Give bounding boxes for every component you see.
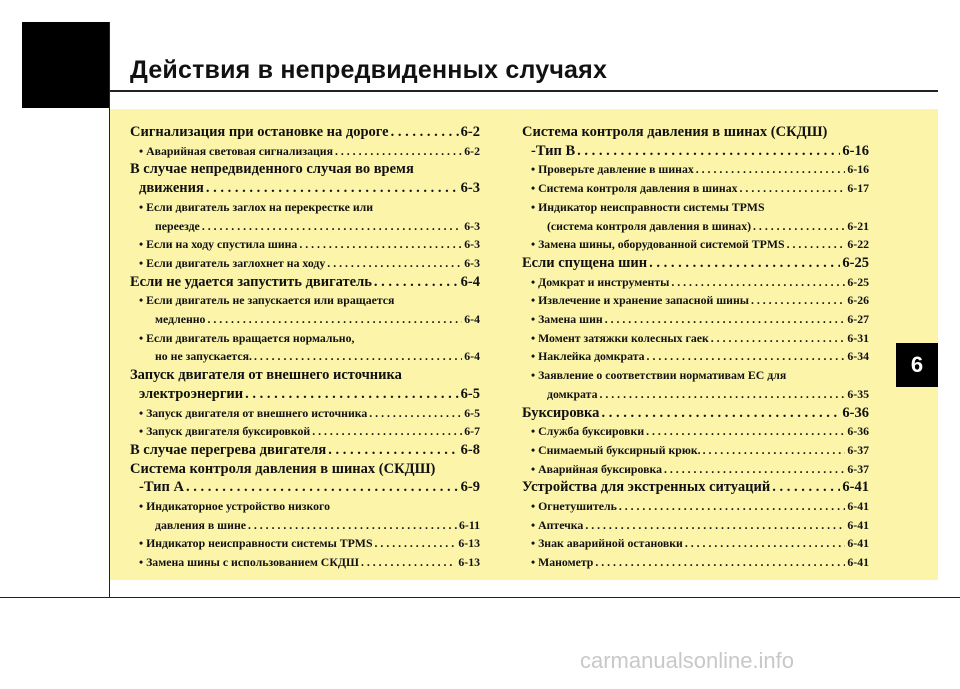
toc-subentry[interactable]: • Знак аварийной остановки . . . 6-41	[522, 534, 869, 553]
toc-subentry[interactable]: • Если двигатель заглохнет на ходу . . . 6-3	[130, 254, 480, 273]
toc-entry[interactable]: Система контроля давления в шинах (СКДШ) -Тип A . . . 6-9	[130, 460, 480, 497]
toc-right-column	[522, 123, 869, 572]
toc-entry[interactable]: Буксировка . . . 6-36	[522, 404, 869, 423]
toc-subentry[interactable]: • Наклейка домкрата . . . 6-34	[522, 347, 869, 366]
chapter-tab[interactable]: 6	[896, 343, 938, 387]
toc-subentry[interactable]: • Снимаемый буксирный крюк. . . . 6-37	[522, 441, 869, 460]
toc-left-column	[130, 123, 480, 572]
toc-entry[interactable]: Устройства для экстренных ситуаций . . . 6-41	[522, 478, 869, 497]
toc-subentry[interactable]: • Домкрат и инструменты . . . 6-25	[522, 273, 869, 292]
toc-entry[interactable]: В случае перегрева двигателя . . . 6-8	[130, 441, 480, 460]
watermark: carmanualsonline.info	[580, 648, 795, 673]
toc-subentry[interactable]: • Если двигатель заглох на перекрестке или переезде . . . 6-3	[130, 198, 480, 235]
page-title: Действия в непредвиденных случаях	[130, 56, 608, 84]
toc-entry[interactable]: В случае непредвиденного случая во время движения . . . 6-3	[130, 160, 480, 197]
toc-subentry[interactable]: • Если двигатель вращается нормально, но не запускается. . . . 6-4	[130, 329, 480, 366]
toc-subentry[interactable]: • Аварийная световая сигнализация . . . 6-2	[130, 142, 480, 161]
toc-subentry[interactable]: • Если на ходу спустила шина . . . 6-3	[130, 235, 480, 254]
toc-subentry[interactable]: • Извлечение и хранение запасной шины . . . 6-26	[522, 291, 869, 310]
toc-subentry[interactable]: • Аварийная буксировка . . . 6-37	[522, 460, 869, 479]
toc-subentry[interactable]: • Индикатор неисправности системы TPMS . . . 6-13	[130, 534, 480, 553]
toc-subentry[interactable]: • Если двигатель не запускается или вращается медленно . . . 6-4	[130, 291, 480, 328]
toc-entry[interactable]: Система контроля давления в шинах (СКДШ) -Тип B . . . 6-16	[522, 123, 869, 160]
toc-subentry[interactable]: • Индикаторное устройство низкого давления в шине . . . 6-11	[130, 497, 480, 534]
toc-entry[interactable]: Если спущена шин . . . 6-25	[522, 254, 869, 273]
toc-subentry[interactable]: • Замена шины с использованием СКДШ . . . 6-13	[130, 553, 480, 572]
toc-subentry[interactable]: • Проверьте давление в шинах . . . 6-16	[522, 160, 869, 179]
toc-entry[interactable]: Запуск двигателя от внешнего источника электроэнергии . . . 6-5	[130, 366, 480, 403]
toc-subentry[interactable]: • Момент затяжки колесных гаек . . . 6-31	[522, 329, 869, 348]
toc-entry[interactable]: Сигнализация при остановке на дороге . . . 6-2	[130, 123, 480, 142]
toc-subentry[interactable]: • Индикатор неисправности системы TPMS (система контроля давления в шинах) . . . 6-21	[522, 198, 869, 235]
toc-subentry[interactable]: • Замена шины, оборудованной системой TPMS . . . 6-22	[522, 235, 869, 254]
toc-entry[interactable]: Если не удается запустить двигатель . . . 6-4	[130, 273, 480, 292]
toc-subentry[interactable]: • Аптечка . . . 6-41	[522, 516, 869, 535]
toc-subentry[interactable]: • Заявление о соответствии нормативам ЕС для домкрата . . . 6-35	[522, 366, 869, 403]
toc-subentry[interactable]: • Запуск двигателя буксировкой . . . 6-7	[130, 422, 480, 441]
toc-subentry[interactable]: • Огнетушитель . . . 6-41	[522, 497, 869, 516]
toc-subentry[interactable]: • Замена шин . . . 6-27	[522, 310, 869, 329]
bottom-rule	[0, 597, 960, 598]
toc-subentry[interactable]: • Запуск двигателя от внешнего источника . . . 6-5	[130, 404, 480, 423]
toc-subentry[interactable]: • Манометр . . . 6-41	[522, 553, 869, 572]
toc-subentry[interactable]: • Служба буксировки . . . 6-36	[522, 422, 869, 441]
title-underline	[109, 90, 938, 92]
toc-subentry[interactable]: • Система контроля давления в шинах . . . 6-17	[522, 179, 869, 198]
chapter-corner-block	[22, 22, 109, 108]
